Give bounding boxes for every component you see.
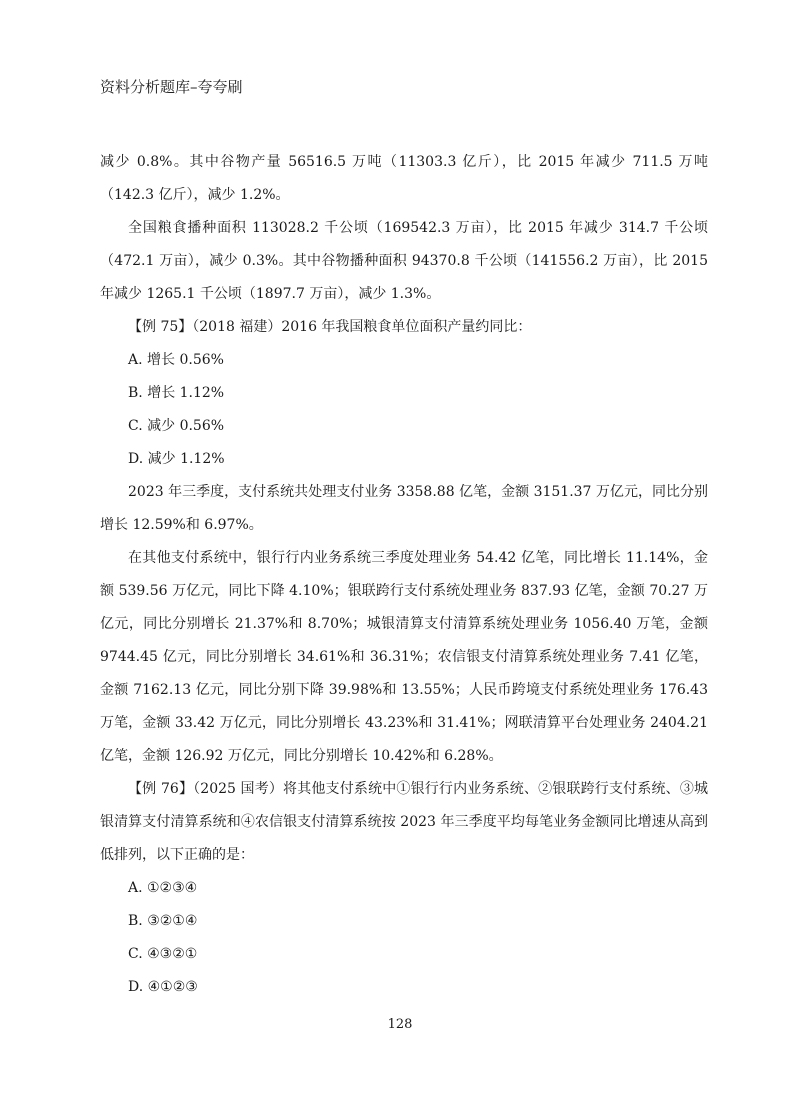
page-content <box>100 146 708 1004</box>
paragraph-other-payment-systems: 在其他支付系统中，银行行内业务系统三季度处理业务 54.42 亿笔，同比增长 11.14%，金额 539.56 万亿元，同比下降 4.10%；银联跨行支付系统处理业务 837.93 亿笔，金额 70.27 万亿元，同比分别增长 21.37%和 8.70%；城银清算支付清算系统处理业务 1056.40 万笔，金额 9744.45 亿元，同比分别增长 34.61%和 36.31%；农信银支付清算系统处理业务 7.41 亿笔，金额 7162.13 亿元，同比分别下降 39.98%和 13.55%；人民币跨境支付系统处理业务 176.43 万笔，金额 33.42 万亿元，同比分别增长 43.23%和 31.41%；网联清算平台处理业务 2404.21 亿笔，金额 126.92 万亿元，同比分别增长 10.42%和 6.28%。 <box>100 550 708 764</box>
question-76-option-c: C. ④③②① <box>128 946 198 962</box>
paragraph-payment-system: 2023 年三季度，支付系统共处理支付业务 3358.88 亿笔，金额 3151.37 万亿元，同比分别增长 12.59%和 6.97%。 <box>100 484 708 533</box>
question-75-option-c: C. 减少 0.56% <box>128 418 225 434</box>
question-75-option-d: D. 减少 1.12% <box>128 451 225 467</box>
question-76-option-d: D. ④①②③ <box>128 979 198 995</box>
question-75-option-b: B. 增长 1.12% <box>128 385 225 401</box>
page-number: 128 <box>387 1017 413 1032</box>
question-76-option-b: B. ③②①④ <box>128 913 198 929</box>
question-75-stem: 【例 75】（2018 福建）2016 年我国粮食单位面积产量约同比： <box>128 319 532 335</box>
paragraph-grain-area: 全国粮食播种面积 113028.2 千公顷（169542.3 万亩），比 2015 年减少 314.7 千公顷（472.1 万亩），减少 0.3%。其中谷物播种面积 94370.8 千公顷（141556.2 万亩），比 2015 年减少 1265.1 千公顷（1897.7 万亩），减少 1.3%。 <box>100 220 708 302</box>
page-header-title: 资料分析题库–夸夸刷 <box>100 78 243 96</box>
question-75-option-a: A. 增长 0.56% <box>128 352 224 368</box>
question-76-option-a: A. ①②③④ <box>128 880 198 896</box>
question-76-stem: 【例 76】（2025 国考）将其他支付系统中①银行行内业务系统、②银联跨行支付系统、③城银清算支付清算系统和④农信银支付清算系统按 2023 年三季度平均每笔业务金额同比增速从高到低排列，以下正确的是： <box>100 781 708 863</box>
paragraph-grain-output: 减少 0.8%。其中谷物产量 56516.5 万吨（11303.3 亿斤），比 2015 年减少 711.5 万吨（142.3 亿斤），减少 1.2%。 <box>100 154 708 203</box>
